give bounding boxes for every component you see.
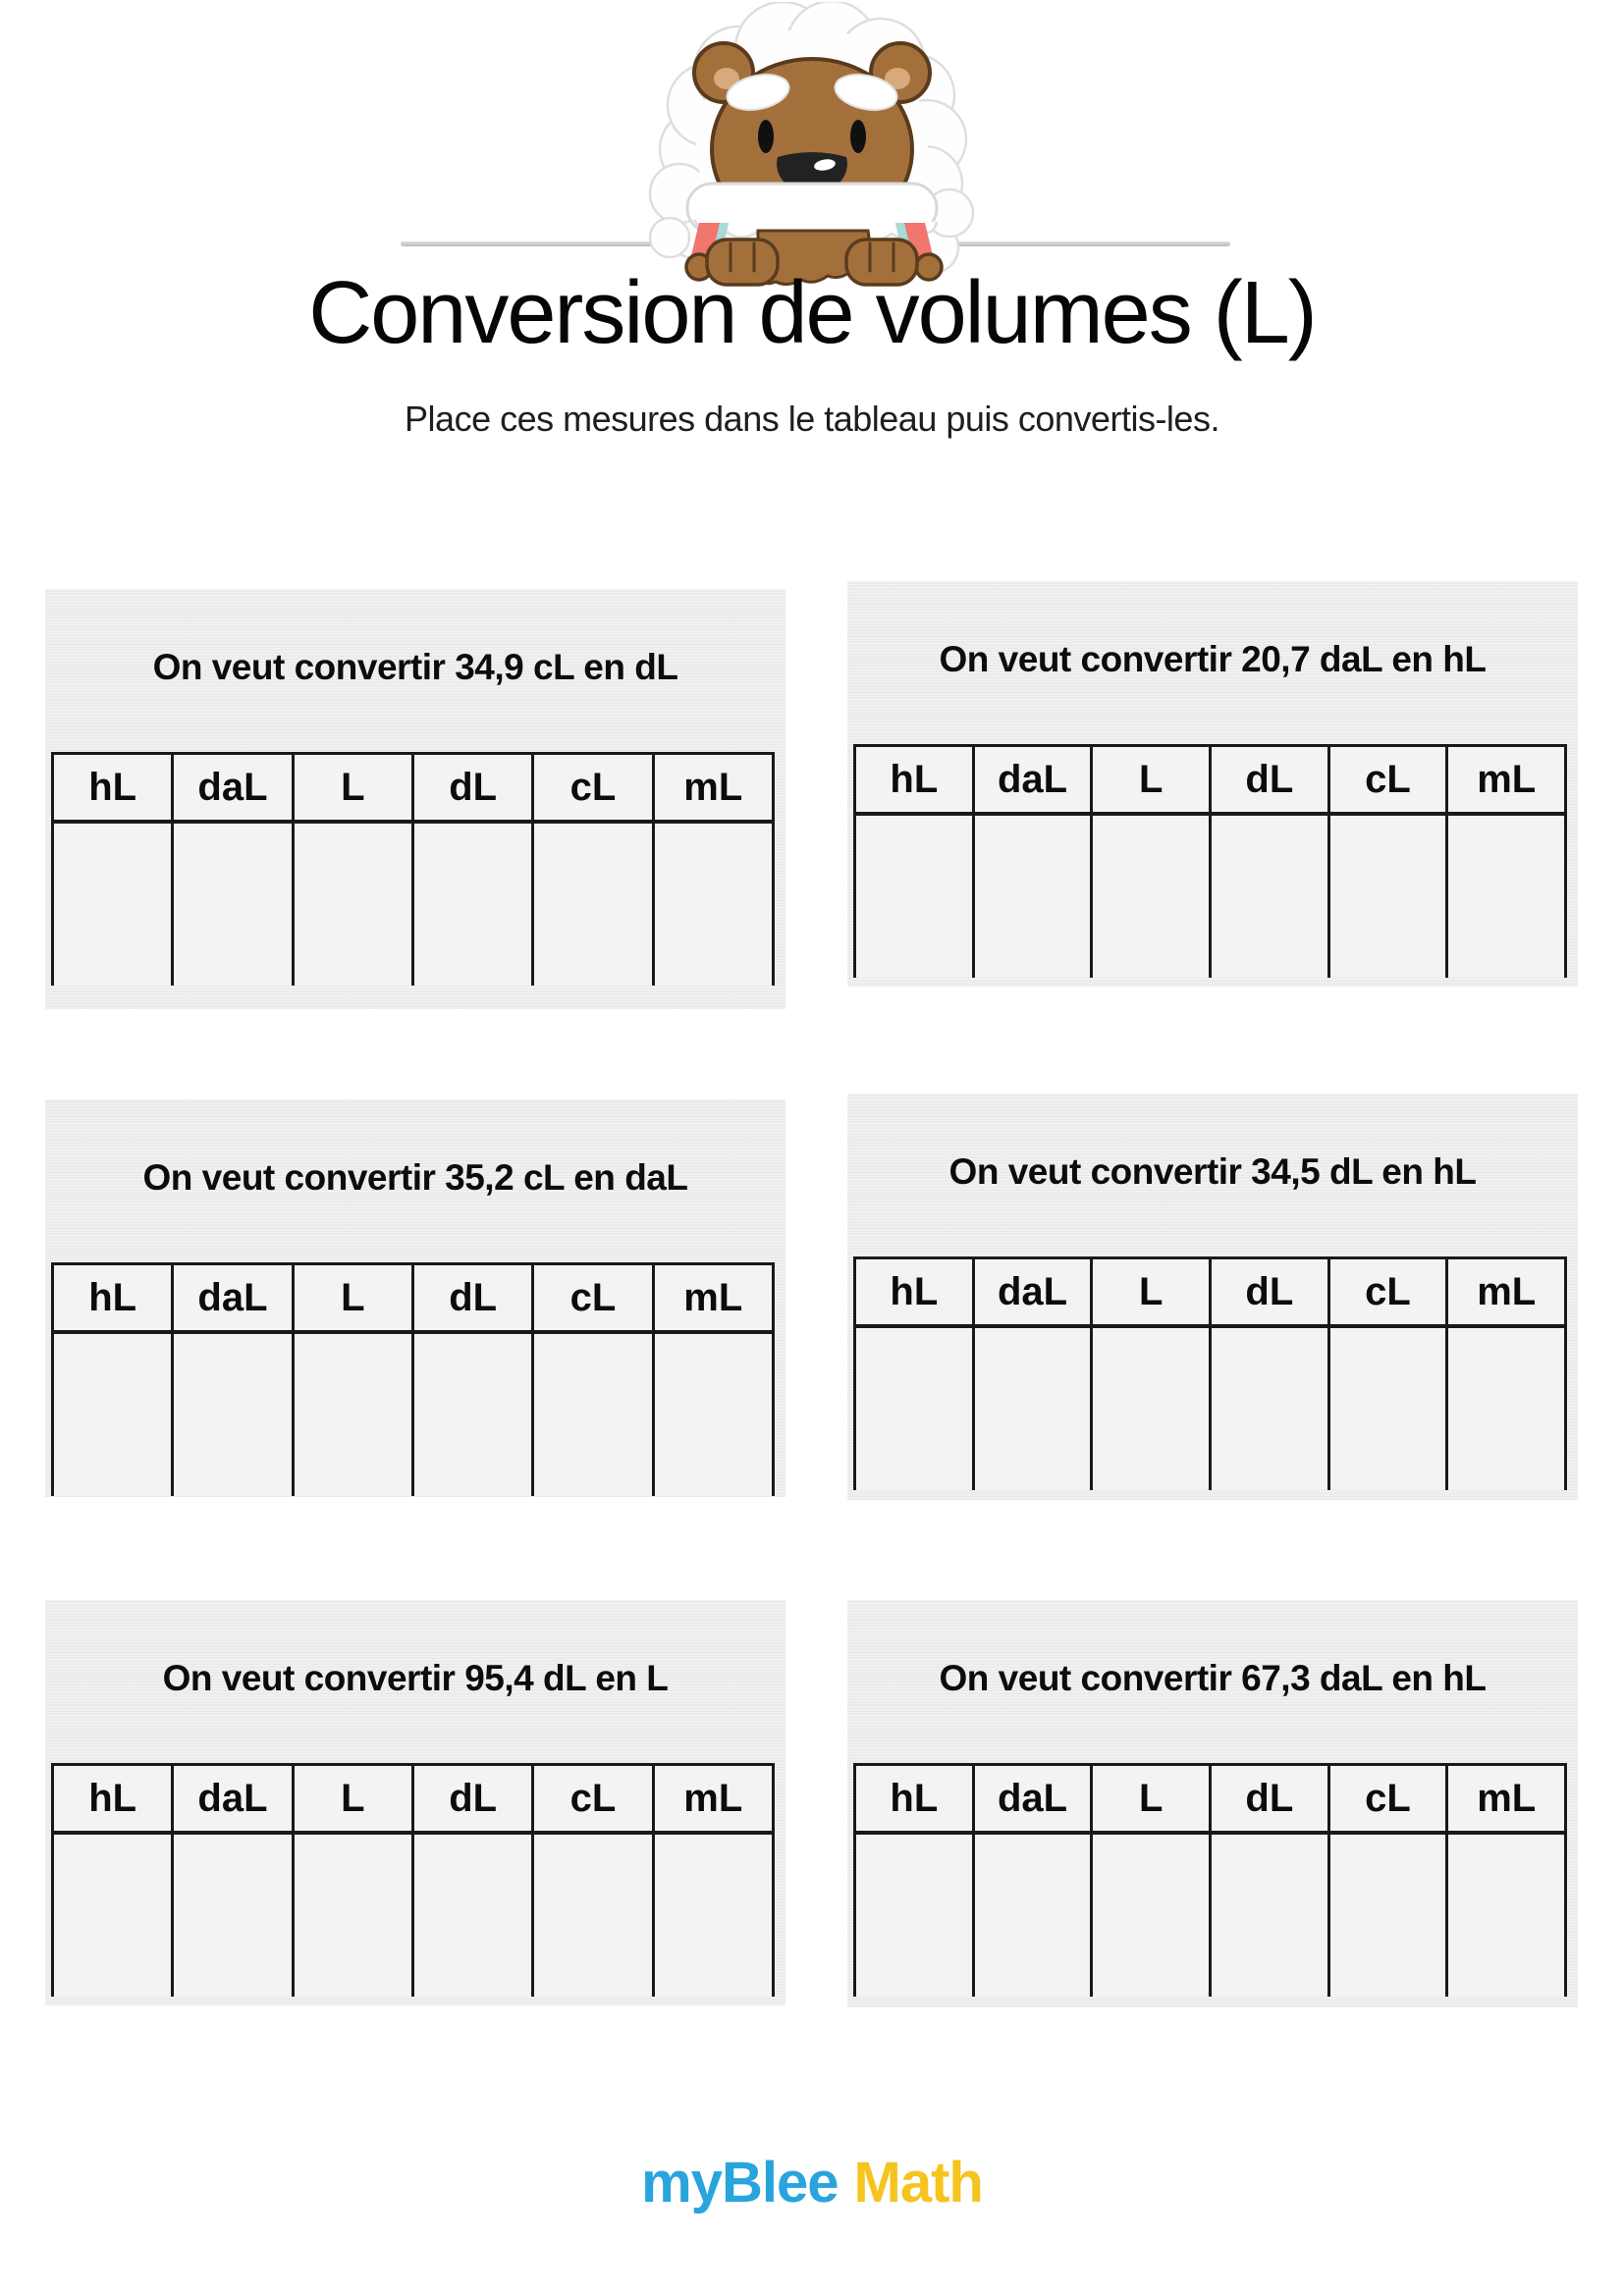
column-header-cL: cL — [1330, 747, 1449, 812]
answer-cell-hL[interactable] — [54, 824, 174, 986]
column-header-mL: mL — [1448, 1766, 1564, 1831]
column-header-L: L — [295, 755, 414, 820]
table-body-row — [856, 1328, 1564, 1490]
exercise-prompt: On veut convertir 20,7 daL en hL — [939, 639, 1487, 679]
answer-cell-dL[interactable] — [414, 1835, 534, 1997]
column-header-hL: hL — [856, 747, 975, 812]
column-header-daL: daL — [975, 1259, 1094, 1324]
answer-cell-L[interactable] — [295, 1835, 414, 1997]
answer-cell-L[interactable] — [1093, 1328, 1212, 1490]
footer-logo — [0, 2150, 1624, 2216]
column-header-dL: dL — [414, 755, 534, 820]
exercise-prompt: On veut convertir 35,2 cL en daL — [142, 1157, 688, 1198]
table-body-row — [856, 1835, 1564, 1997]
answer-cell-cL[interactable] — [534, 1334, 654, 1496]
answer-cell-L[interactable] — [1093, 1835, 1212, 1997]
column-header-L: L — [295, 1265, 414, 1330]
column-header-dL: dL — [414, 1265, 534, 1330]
column-header-cL: cL — [534, 755, 654, 820]
column-header-L: L — [1093, 1766, 1212, 1831]
answer-cell-hL[interactable] — [856, 1328, 975, 1490]
table-body-row — [54, 1835, 772, 1997]
table-body-row — [54, 824, 772, 986]
answer-cell-mL[interactable] — [1448, 816, 1564, 978]
column-header-cL: cL — [1330, 1766, 1449, 1831]
answer-cell-dL[interactable] — [1212, 816, 1330, 978]
table-body-row — [54, 1334, 772, 1496]
page-instructions: Place ces mesures dans le tableau puis convertis-les. — [405, 399, 1219, 439]
answer-cell-hL[interactable] — [54, 1334, 174, 1496]
answer-cell-mL[interactable] — [655, 1334, 772, 1496]
column-header-dL: dL — [1212, 1766, 1330, 1831]
column-header-mL: mL — [1448, 1259, 1564, 1324]
table-header-row — [54, 755, 772, 824]
answer-cell-hL[interactable] — [54, 1835, 174, 1997]
answer-cell-cL[interactable] — [534, 824, 654, 986]
page-title: Conversion de volumes (L) — [308, 264, 1316, 362]
column-header-daL: daL — [174, 1766, 294, 1831]
column-header-hL: hL — [54, 1265, 174, 1330]
column-header-cL: cL — [534, 1766, 654, 1831]
column-header-mL: mL — [1448, 747, 1564, 812]
column-header-dL: dL — [414, 1766, 534, 1831]
answer-cell-daL[interactable] — [975, 1835, 1094, 1997]
answer-cell-cL[interactable] — [534, 1835, 654, 1997]
answer-cell-L[interactable] — [295, 824, 414, 986]
column-header-daL: daL — [174, 1265, 294, 1330]
exercise-panel — [45, 1099, 785, 1497]
answer-cell-hL[interactable] — [856, 816, 975, 978]
table-header-row — [856, 1259, 1564, 1328]
exercise-prompt: On veut convertir 67,3 daL en hL — [939, 1658, 1487, 1698]
column-header-dL: dL — [1212, 747, 1330, 812]
table-header-row — [856, 1766, 1564, 1835]
table-header-row — [54, 1766, 772, 1835]
exercise-prompt: On veut convertir 95,4 dL en L — [162, 1658, 669, 1698]
answer-cell-mL[interactable] — [1448, 1328, 1564, 1490]
answer-cell-mL[interactable] — [1448, 1835, 1564, 1997]
answer-cell-L[interactable] — [295, 1334, 414, 1496]
table-header-row — [54, 1265, 772, 1334]
exercise-panel — [45, 589, 785, 1009]
exercise-panel — [847, 581, 1578, 987]
answer-cell-cL[interactable] — [1330, 816, 1449, 978]
column-header-cL: cL — [534, 1265, 654, 1330]
conversion-table — [51, 752, 775, 986]
column-header-mL: mL — [655, 1265, 772, 1330]
exercise-prompt: On veut convertir 34,5 dL en hL — [948, 1151, 1477, 1192]
column-header-mL: mL — [655, 1766, 772, 1831]
exercise-panel — [45, 1600, 785, 2005]
column-header-hL: hL — [856, 1766, 975, 1831]
conversion-table — [853, 744, 1567, 978]
answer-cell-dL[interactable] — [1212, 1835, 1330, 1997]
column-header-L: L — [1093, 1259, 1212, 1324]
answer-cell-dL[interactable] — [414, 824, 534, 986]
answer-cell-mL[interactable] — [655, 1835, 772, 1997]
table-body-row — [856, 816, 1564, 978]
exercise-panel — [847, 1600, 1578, 2007]
exercise-panel — [847, 1094, 1578, 1500]
column-header-hL: hL — [54, 1766, 174, 1831]
answer-cell-daL[interactable] — [975, 1328, 1094, 1490]
answer-cell-mL[interactable] — [655, 824, 772, 986]
column-header-mL: mL — [655, 755, 772, 820]
answer-cell-daL[interactable] — [174, 1835, 294, 1997]
column-header-hL: hL — [54, 755, 174, 820]
conversion-table — [51, 1262, 775, 1496]
answer-cell-dL[interactable] — [414, 1334, 534, 1496]
answer-cell-dL[interactable] — [1212, 1328, 1330, 1490]
column-header-daL: daL — [975, 1766, 1094, 1831]
exercise-prompt: On veut convertir 34,9 cL en dL — [152, 647, 678, 687]
logo-myblee: myBlee — [641, 2151, 839, 2215]
einstein-dog-mascot-icon — [601, 2, 1023, 298]
column-header-cL: cL — [1330, 1259, 1449, 1324]
answer-cell-cL[interactable] — [1330, 1835, 1449, 1997]
answer-cell-daL[interactable] — [174, 824, 294, 986]
answer-cell-cL[interactable] — [1330, 1328, 1449, 1490]
column-header-daL: daL — [174, 755, 294, 820]
column-header-hL: hL — [856, 1259, 975, 1324]
column-header-L: L — [1093, 747, 1212, 812]
conversion-table — [51, 1763, 775, 1997]
answer-cell-daL[interactable] — [975, 816, 1094, 978]
conversion-table — [853, 1256, 1567, 1490]
conversion-table — [853, 1763, 1567, 1997]
column-header-dL: dL — [1212, 1259, 1330, 1324]
logo-math: Math — [853, 2151, 983, 2215]
answer-cell-daL[interactable] — [174, 1334, 294, 1496]
table-header-row — [856, 747, 1564, 816]
answer-cell-L[interactable] — [1093, 816, 1212, 978]
answer-cell-hL[interactable] — [856, 1835, 975, 1997]
column-header-L: L — [295, 1766, 414, 1831]
column-header-daL: daL — [975, 747, 1094, 812]
